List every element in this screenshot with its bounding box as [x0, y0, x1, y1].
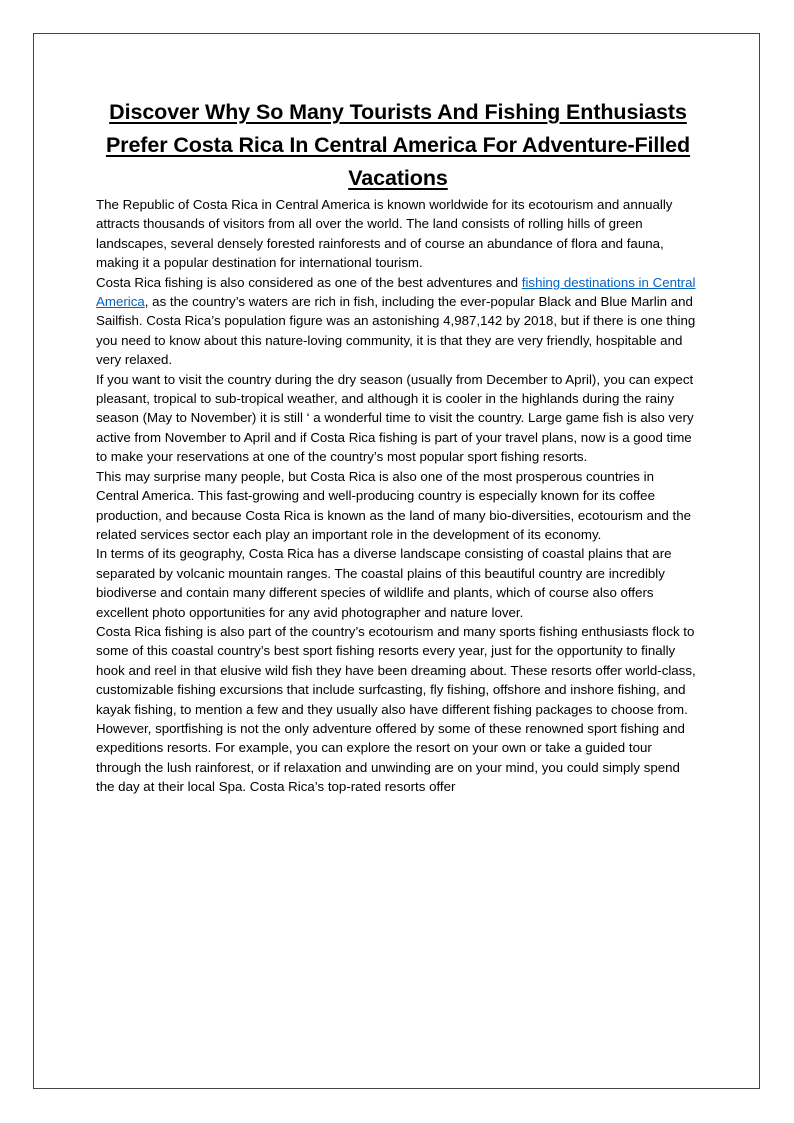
fishing-destinations-link[interactable]: fishing destinations in Central America [96, 274, 696, 310]
paragraph-adventures: However, sportfishing is not the only adventure offered by some of these renowned sport fishing and expeditions resorts. For example, you can explore the resort on your own or take a guided tour through the lush rainforest, or if relaxation and unwinding are on your mind, you could simply spend the day at their local Spa. Costa Rica’s top-rated resorts offer [96, 720, 685, 795]
paragraph-intro: The Republic of Costa Rica in Central America is known worldwide for its ecotourism and annually attracts thousands of visitors from all over the world. The land consists of rolling hills of green landscapes, several densely forested rainforests and of course an abundance of flora and fauna, making it a popular destination for international tourism. [96, 197, 673, 271]
paragraph-fishing-text-before: Costa Rica fishing is also considered as one of the best adventures and [96, 274, 522, 290]
paragraph-fishing [96, 273, 700, 370]
paragraph-economy: This may surprise many people, but Costa Rica is also one of the most prosperous countries in Central America. This fast-growing and well-producing country is especially known for its coffee production, and because Costa Rica is known as the land of many bio-diversities, ecotourism and the related services sector each play an important role in the development of its economy. [96, 468, 691, 542]
article-title: Discover Why So Many Tourists And Fishing Enthusiasts Prefer Costa Rica In Central America For Adventure-Filled Vacations [105, 100, 691, 190]
paragraph-geography: In terms of its geography, Costa Rica has a diverse landscape consisting of coastal plains that are separated by volcanic mountain ranges. The coastal plains of this beautiful country are incredibly biodiverse and contain many different species of wildlife and plants, which of course also offers excellent photo opportunities for any avid photographer and nature lover. [96, 546, 672, 620]
paragraph-fishing-text-after: , as the country’s waters are rich in fish, including the ever-popular Black and Blue Marlin and Sailfish. Costa Rica’s population figure was an astonishing 4,987,142 by 2018, but if there is one thing you need to know about this nature-loving community, it is that they are very friendly, hospitable and very relaxed. [96, 294, 696, 368]
document-body [96, 96, 700, 797]
paragraph-ecotourism: Costa Rica fishing is also part of the country’s ecotourism and many sports fishing enthusiasts flock to some of this coastal country’s best sport fishing resorts every year, just for the opportunity to finally hook and reel in that elusive wild fish they have been dreaming about. These resorts offer world-class, customizable fishing excursions that include surfcasting, fly fishing, offshore and inshore fishing, and kayak fishing, to mention a few and they usually also have different fishing packages to choose from. [96, 623, 696, 717]
paragraph-seasons: If you want to visit the country during the dry season (usually from December to April), you can expect pleasant, tropical to sub-tropical weather, and although it is cooler in the highlands during the rainy season (May to November) it is still ‘ a wonderful time to visit the country. Large game fish is also very active from November to April and if Costa Rica fishing is part of your travel plans, now is a good time to make your reservations at one of the country’s most popular sport fishing resorts. [96, 371, 694, 465]
